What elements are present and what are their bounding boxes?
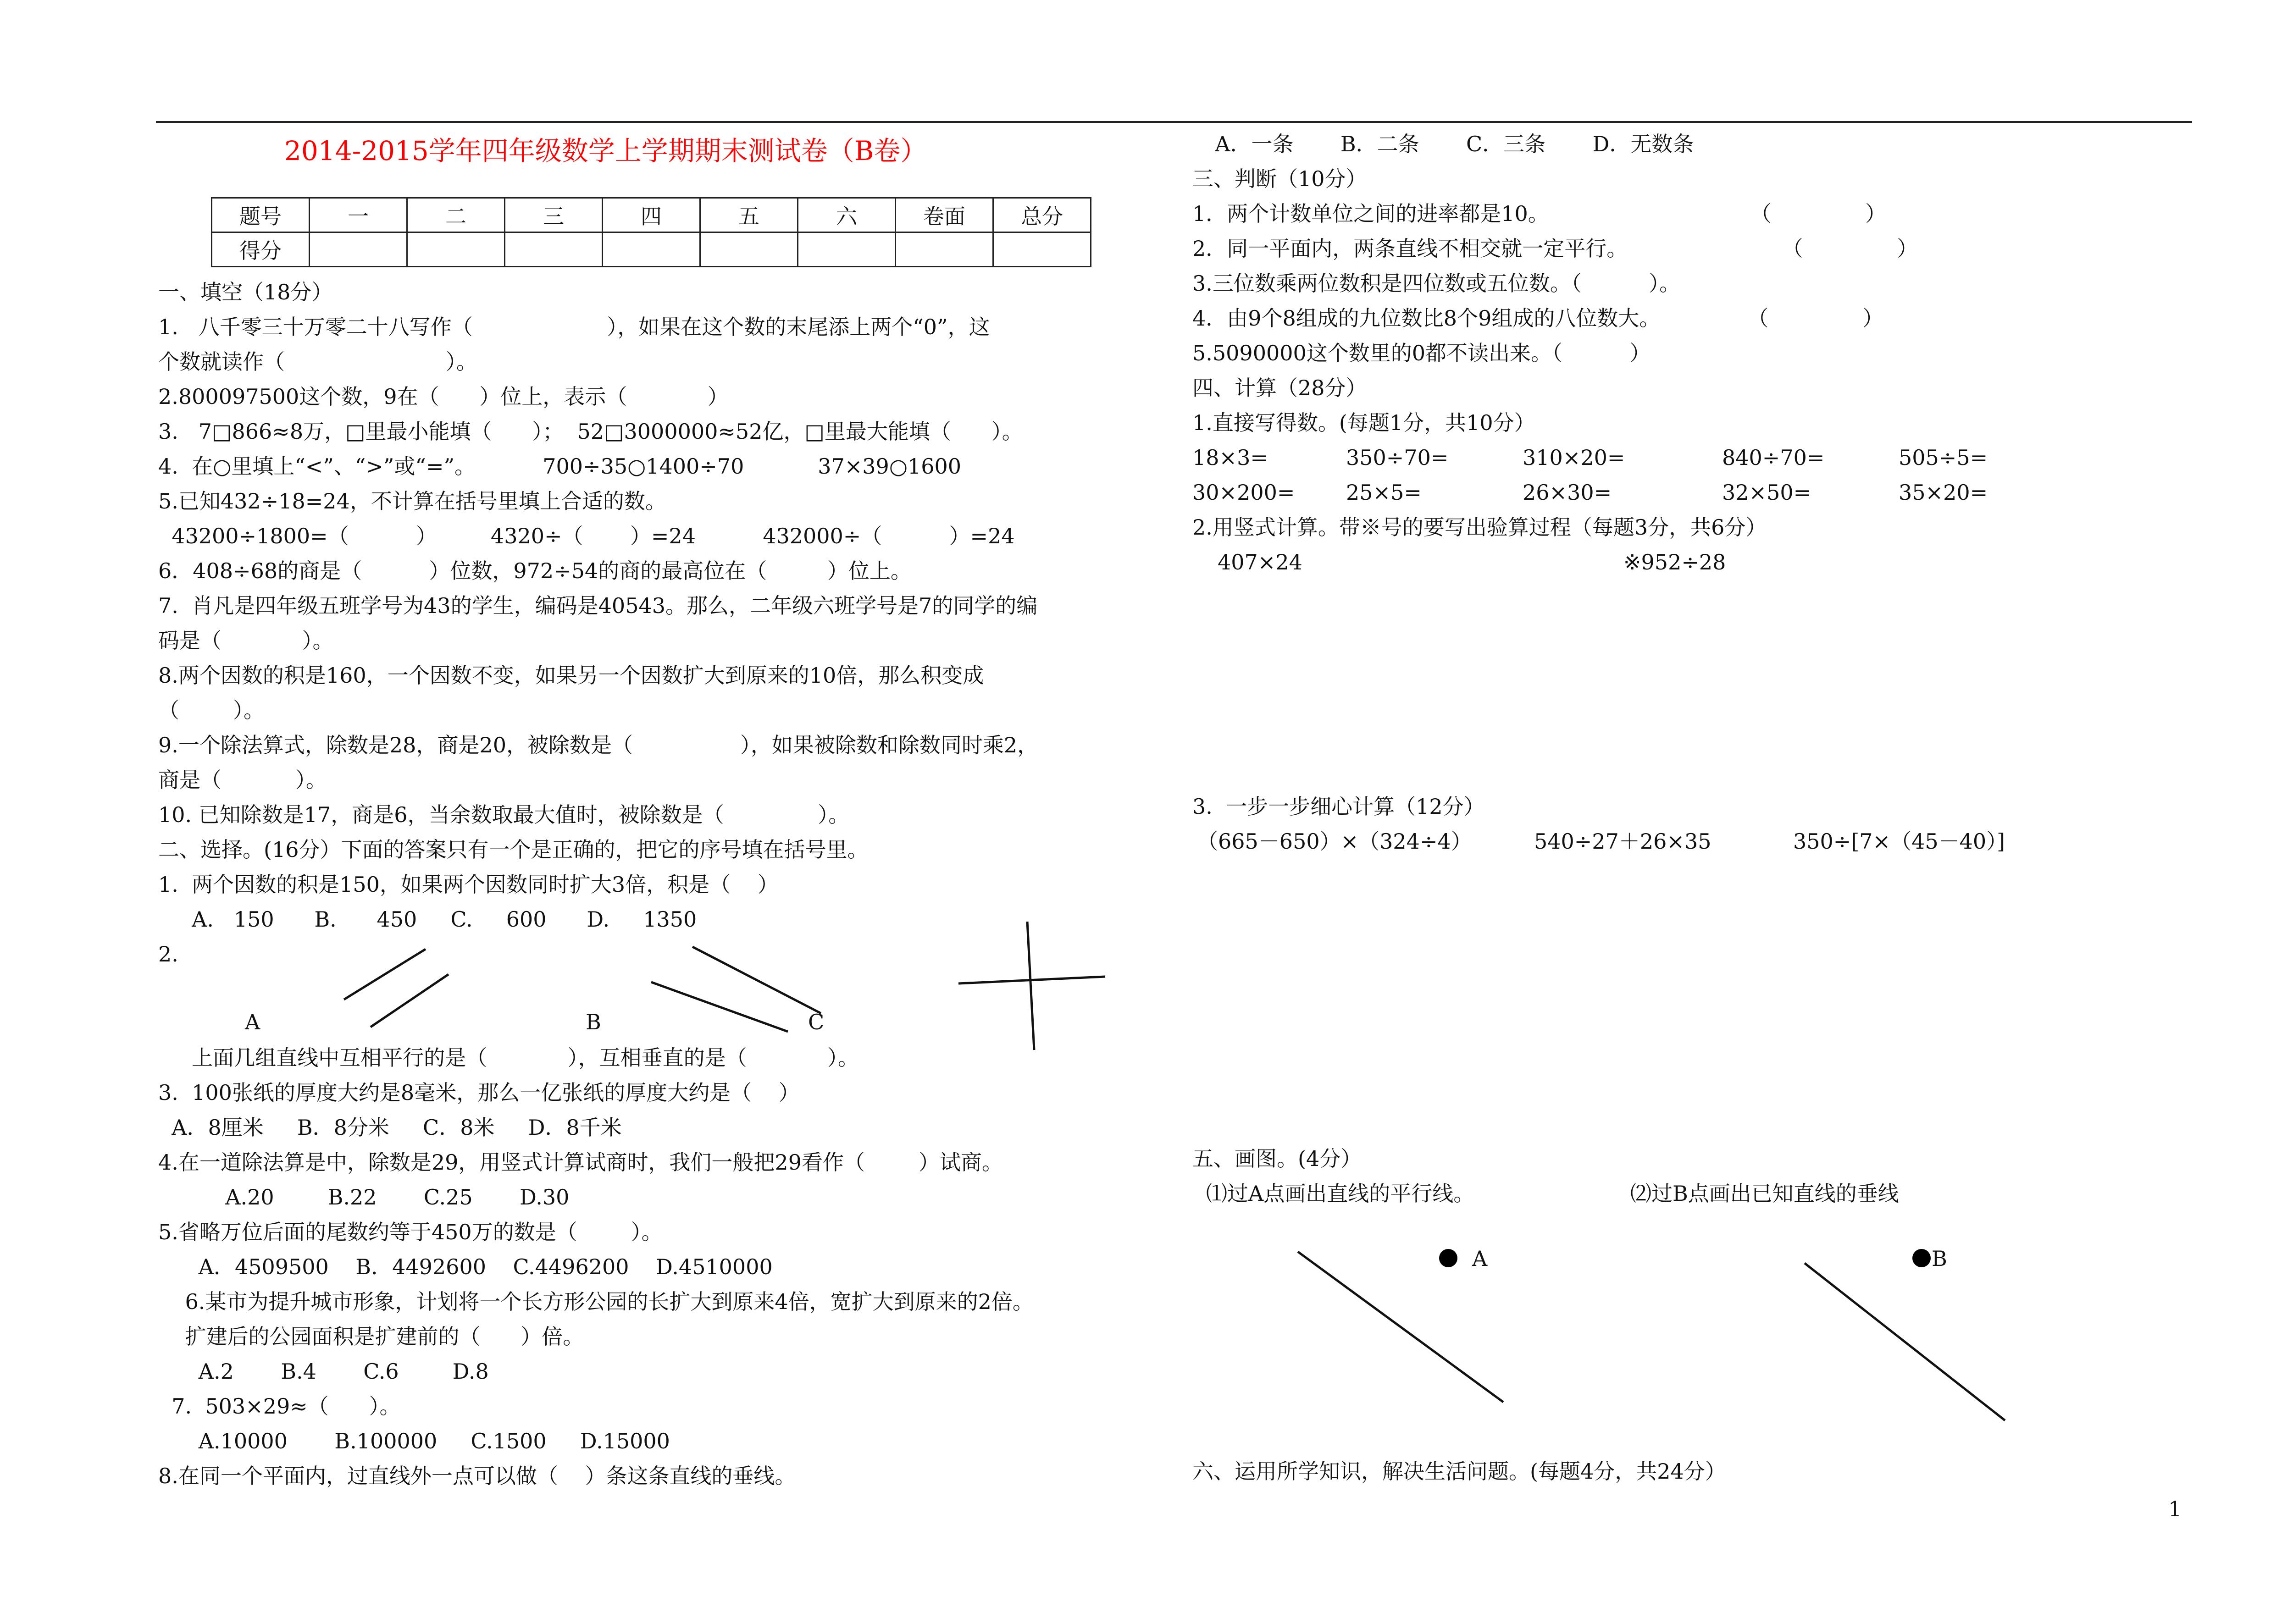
fill-question-2: 2.800097500这个数，9在（ ）位上，表示（ ） — [158, 384, 729, 409]
section-4-title: 四、计算（28分） — [1192, 376, 1367, 400]
choice-options-7: A.10000 B.100000 C.1500 D.15000 — [158, 1429, 670, 1453]
drawing-task-1: ⑴过A点画出直线的平行线。 — [1206, 1181, 1475, 1206]
fill-question-8b: （ ）。 — [158, 698, 265, 723]
choice-options-5: A．4509500 B．4492600 C.4496200 D.4510000 — [158, 1254, 773, 1279]
score-header-cell: 五 — [700, 198, 798, 232]
fill-question-4: 4. 在○里填上“<”、“>”或“=”。 700÷35○1400÷70 37×39○1600 — [158, 454, 962, 479]
vertical-calc-a: 407×24 — [1218, 550, 1302, 574]
page-number: 1 — [2168, 1497, 2182, 1521]
point-b-dot — [1912, 1249, 1931, 1267]
score-header-cell: 总分 — [993, 198, 1091, 232]
point-b-label: B — [1932, 1246, 1947, 1271]
choice-options-8: A．一条 B．二条 C．三条 D．无数条 — [1202, 132, 1694, 156]
section-3-title: 三、判断（10分） — [1192, 166, 1367, 191]
score-header-cell: 卷面 — [896, 198, 993, 232]
judge-question-4: 4．由9个8组成的九位数比8个9组成的八位数大。 （ ） — [1192, 306, 1884, 331]
figure-a-parallel-lines — [344, 949, 449, 1027]
figure-b-intersecting-lines — [651, 947, 821, 1032]
calc-part-2-title: 2.用竖式计算。带※号的要写出验算过程（每题3分，共6分） — [1192, 515, 1767, 540]
fill-question-3: 3. 7□866≈8万，□里最小能填（ ）； 52□3000000≈52亿，□里最大能填（ ）。 — [158, 419, 1023, 444]
score-row-label: 得分 — [212, 232, 310, 267]
score-header-cell: 题号 — [212, 198, 310, 232]
figure-c-vertical-line — [1027, 922, 1034, 1050]
judge-question-1: 1．两个计数单位之间的进率都是10。 （ ） — [1192, 201, 1887, 226]
fill-question-5: 5.已知432÷18=24，不计算在括号里填上合适的数。 — [158, 489, 666, 514]
score-header-cell: 一 — [310, 198, 407, 232]
mental-calc-item: 32×50= — [1722, 480, 1811, 505]
choice-question-2-prompt: 上面几组直线中互相平行的是（ ），互相垂直的是（ ）。 — [158, 1045, 859, 1070]
score-header-cell: 四 — [603, 198, 700, 232]
figure-c-perpendicular-lines — [958, 922, 1105, 1050]
point-a-label: A — [1472, 1246, 1488, 1271]
given-line-2 — [1805, 1263, 2005, 1420]
vertical-calc-b: ※952÷28 — [1623, 550, 1726, 574]
fill-question-9b: 商是（ ）。 — [158, 768, 327, 792]
choice-options-4: A.20 B.22 C.25 D.30 — [158, 1185, 570, 1210]
judge-question-3: 3.三位数乘两位数积是四位数或五位数。（ ）。 — [1192, 271, 1681, 296]
mental-calc-item: 310×20= — [1523, 445, 1625, 470]
step-calc-a: （665－650）×（324÷4） — [1197, 829, 1472, 854]
choice-options-1: A. 150 B. 450 C. 600 D. 1350 — [158, 907, 697, 932]
mental-calc-item: 26×30= — [1523, 480, 1612, 505]
mental-calc-item: 505÷5= — [1899, 445, 1988, 470]
choice-question-4: 4.在一道除法算是中，除数是29，用竖式计算试商时，我们一般把29看作（ ）试商。 — [158, 1150, 1003, 1175]
calc-part-3-title: 3. 一步一步细心计算（12分） — [1192, 794, 1485, 819]
mental-calc-item: 25×5= — [1346, 480, 1422, 505]
mental-calc-item: 840÷70= — [1722, 445, 1825, 470]
step-calc-c: 350÷[7×（45－40）] — [1793, 829, 2005, 854]
calc-part-1-title: 1.直接写得数。(每题1分，共10分） — [1192, 410, 1535, 435]
fill-question-1b: 个数就读作（ ）。 — [158, 349, 477, 374]
score-header-cell: 三 — [505, 198, 603, 232]
section-2-title: 二、选择。(16分）下面的答案只有一个是正确的，把它的序号填在括号里。 — [158, 837, 869, 862]
fill-question-1a: 1. 八千零三十万零二十八写作（ ），如果在这个数的末尾添上两个“0”，这 — [158, 315, 990, 339]
section-5-title: 五、画图。(4分） — [1192, 1146, 1362, 1171]
judge-question-2: 2．同一平面内，两条直线不相交就一定平行。 （ ） — [1192, 236, 1918, 261]
drawing-figure-2 — [1805, 1249, 2005, 1420]
point-a-dot — [1439, 1249, 1457, 1267]
fill-question-8a: 8.两个因数的积是160，一个因数不变，如果另一个因数扩大到原来的10倍，那么积变成 — [158, 663, 984, 688]
mental-calc-item: 30×200= — [1192, 480, 1295, 505]
judge-question-5: 5.5090000这个数里的0都不读出来。（ ） — [1192, 341, 1651, 365]
drawing-task-2: ⑵过B点画出已知直线的垂线 — [1630, 1181, 1899, 1206]
page-title: 2014-2015学年四年级数学上学期期末测试卷（B卷） — [284, 135, 927, 166]
figure-label-a: A — [245, 1010, 260, 1034]
figure-a-line-2 — [371, 974, 449, 1027]
score-header-cell: 六 — [798, 198, 896, 232]
figure-a-line-1 — [344, 949, 426, 1000]
fill-question-6: 6．408÷68的商是（ ）位数，972÷54的商的最高位在（ ）位上。 — [158, 558, 912, 583]
given-line-1 — [1298, 1252, 1503, 1402]
choice-question-3: 3. 100张纸的厚度大约是8毫米，那么一亿张纸的厚度大约是（ ） — [158, 1080, 800, 1105]
fill-question-7a: 7. 肖凡是四年级五班学号为43的学生，编码是40543。那么，二年级六班学号是7的同学的编 — [158, 593, 1038, 618]
section-1-title: 一、填空（18分） — [158, 280, 333, 304]
fill-question-9a: 9.一个除法算式，除数是28，商是20，被除数是（ ），如果被除数和除数同时乘2， — [158, 733, 1039, 757]
fill-question-5b: 43200÷1800=（ ） 4320÷（ ）=24 432000÷（ ）=24 — [158, 524, 1015, 548]
choice-options-3: A．8厘米 B．8分米 C．8米 D．8千米 — [158, 1115, 622, 1140]
section-6-title: 六、运用所学知识，解决生活问题。(每题4分，共24分） — [1192, 1459, 1726, 1484]
step-calc-b: 540÷27＋26×35 — [1534, 829, 1711, 854]
choice-question-2: 2. — [158, 942, 178, 967]
choice-question-5: 5.省略万位后面的尾数约等于450万的数是（ ）。 — [158, 1220, 663, 1244]
drawing-figure-1 — [1298, 1249, 1503, 1402]
choice-question-7: 7. 503×29≈（ ）。 — [158, 1394, 401, 1419]
figure-label-c: C — [808, 1010, 825, 1034]
figure-b-line-2 — [651, 982, 788, 1032]
figure-c-horizontal-line — [958, 977, 1105, 983]
choice-options-6: A.2 B.4 C.6 D.8 — [158, 1359, 489, 1384]
mental-calc-item: 35×20= — [1899, 480, 1988, 505]
choice-question-6b: 扩建后的公园面积是扩建前的（ ）倍。 — [158, 1324, 584, 1349]
choice-question-6a: 6.某市为提升城市形象，计划将一个长方形公园的长扩大到原来4倍，宽扩大到原来的2倍。 — [158, 1289, 1034, 1314]
mental-calc-item: 18×3= — [1192, 445, 1268, 470]
mental-calc-item: 350÷70= — [1346, 445, 1449, 470]
choice-question-1: 1. 两个因数的积是150，如果两个因数同时扩大3倍，积是（ ） — [158, 872, 779, 897]
fill-question-7b: 码是（ ）。 — [158, 628, 334, 653]
figure-label-b: B — [586, 1010, 601, 1034]
score-header-cell: 二 — [407, 198, 505, 232]
choice-question-8: 8.在同一个平面内，过直线外一点可以做（ ）条这条直线的垂线。 — [158, 1464, 796, 1488]
fill-question-10: 10. 已知除数是17，商是6，当余数取最大值时，被除数是（ ）。 — [158, 802, 850, 827]
